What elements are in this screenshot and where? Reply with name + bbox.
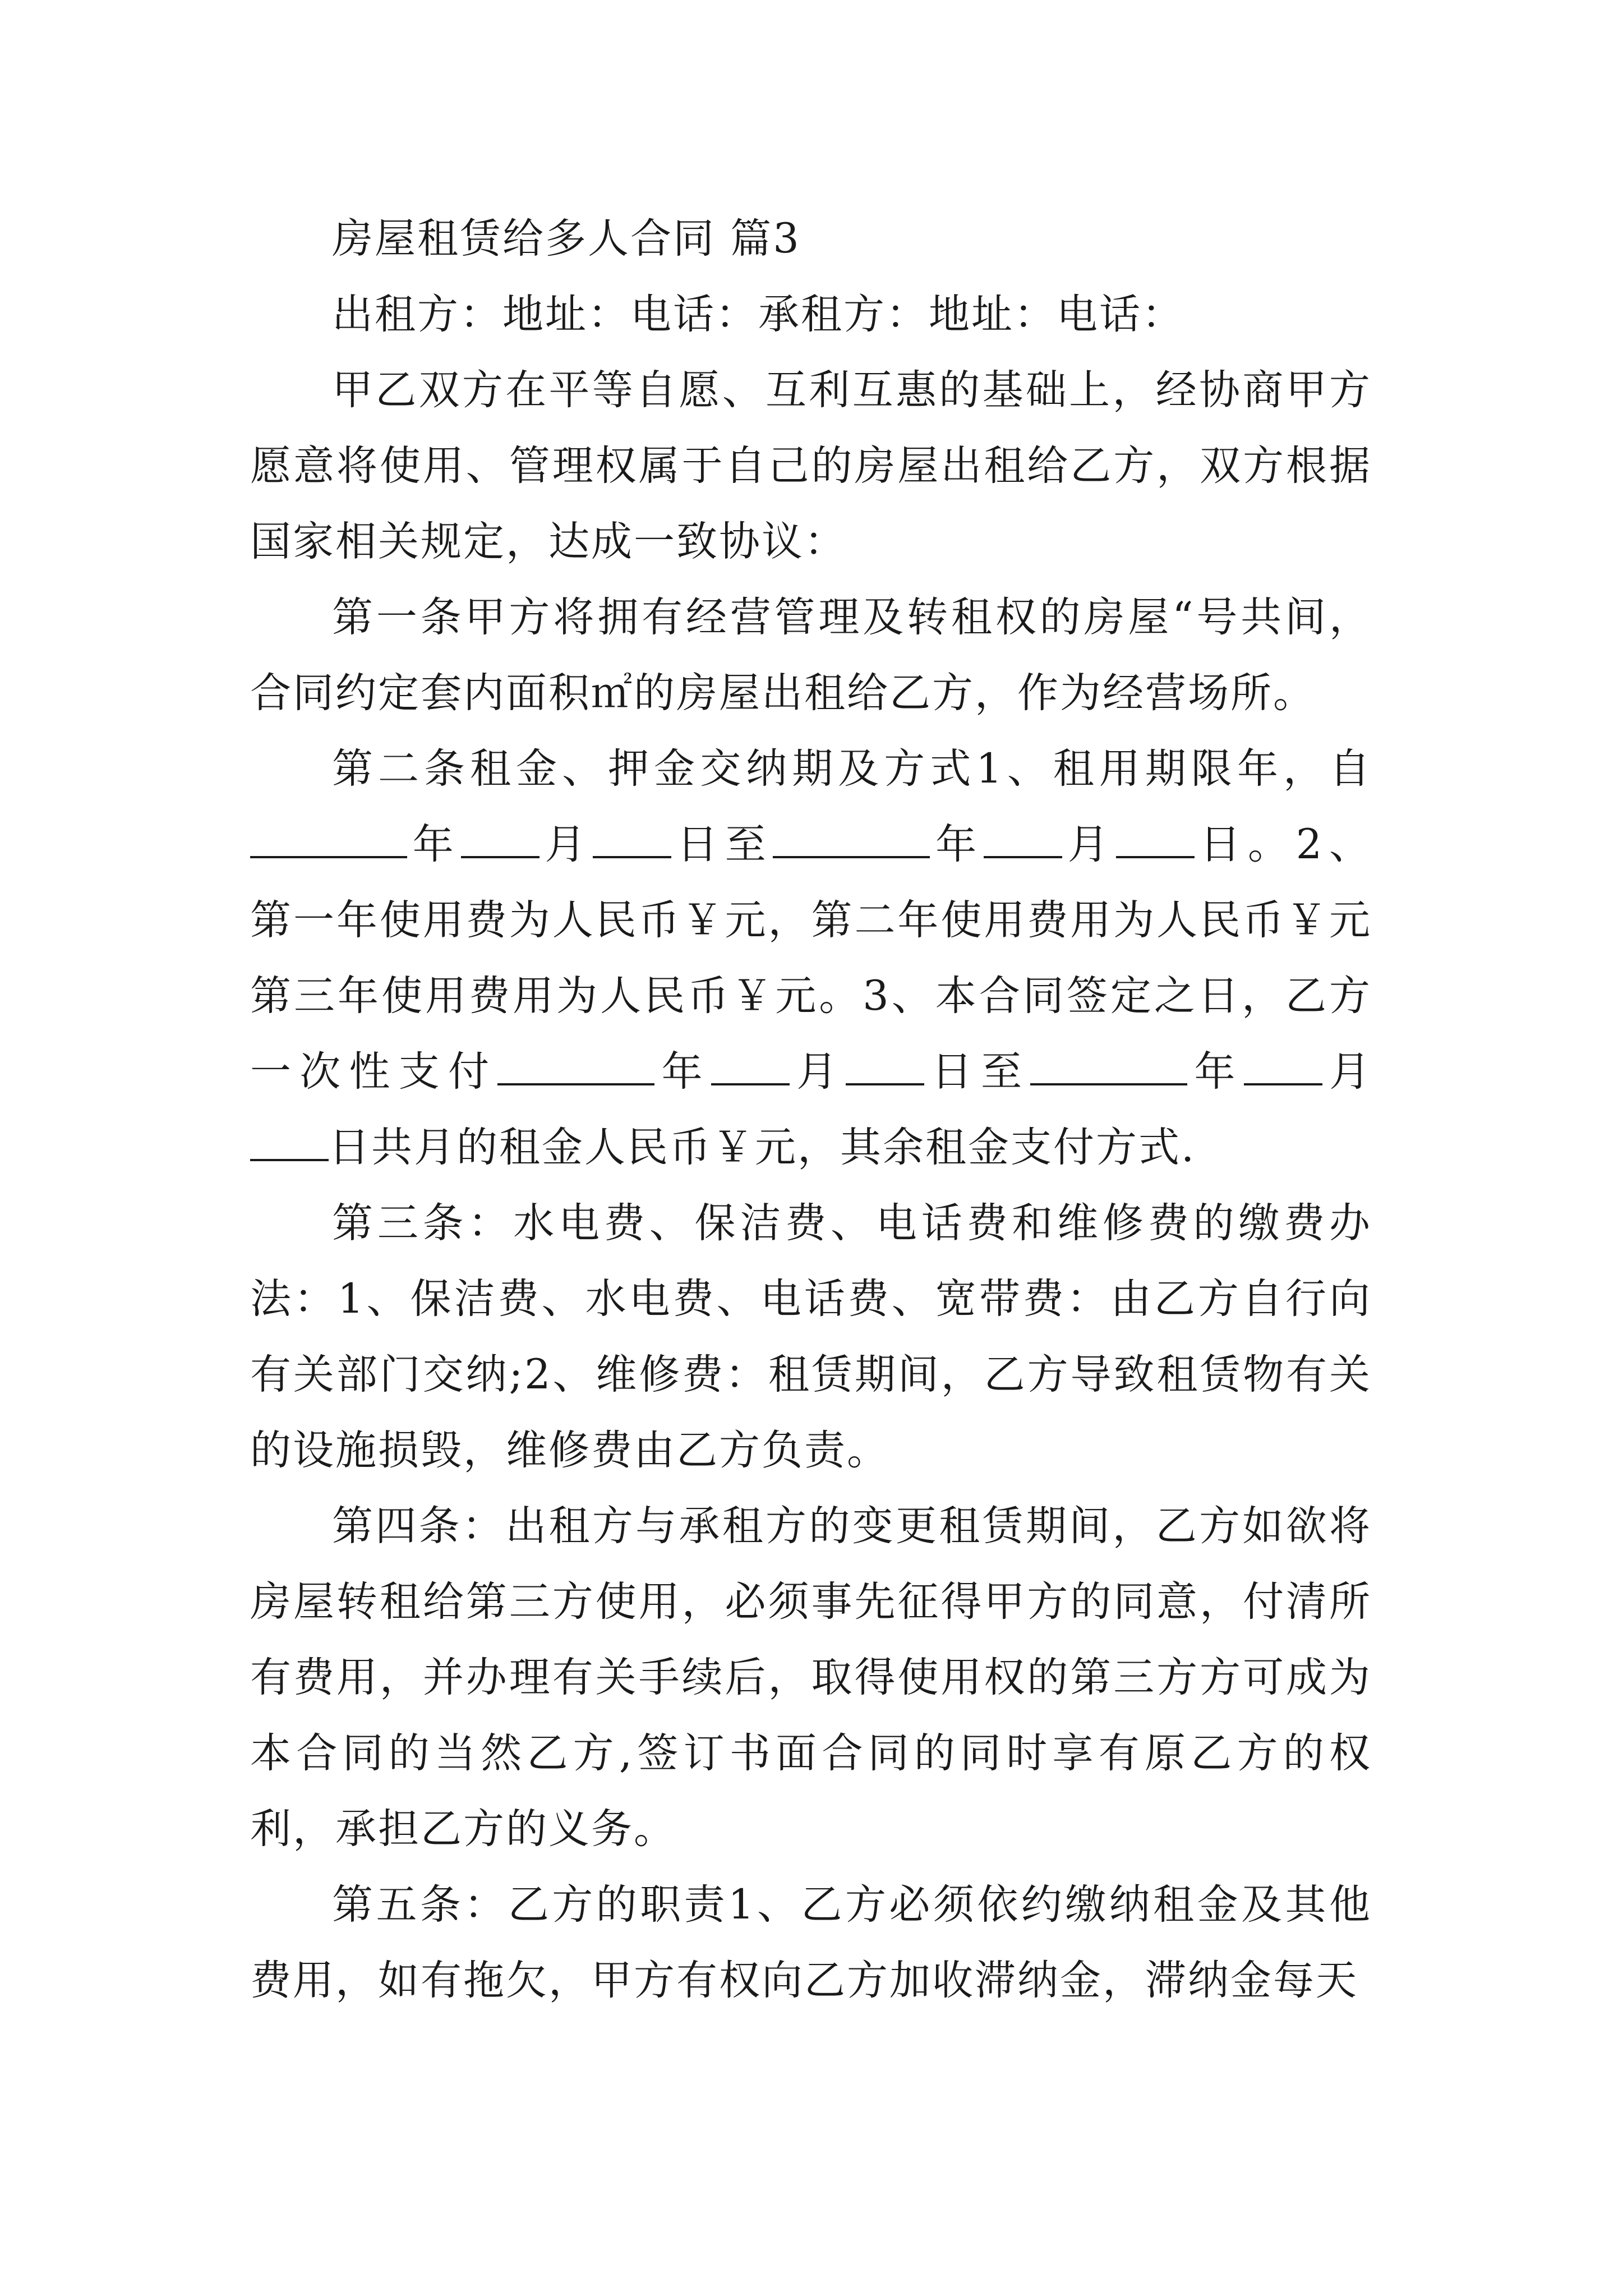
blank-field (593, 822, 671, 858)
date-unit-year: 年 (654, 1048, 711, 1096)
blank-field (250, 822, 407, 858)
article-2-line-5 (250, 1034, 1372, 1110)
blank-field (1116, 822, 1195, 858)
article-4-paragraph: 第四条：出租方与承租方的变更租赁期间，乙方如欲将房屋转租给第三方使用，必须事先征得甲方的同意，付清所有费用，并办理有关手续后，取得使用权的第三方方可成为本合同的当然乙方,签订书面合同的同时享有原乙方的权利，承担乙方的义务。 (250, 1502, 1372, 1853)
date-unit-month: 月 (789, 1048, 846, 1096)
article-2-line-1: 第二条租金、押金交纳期及方式1、租用期限年，自 (332, 745, 1372, 793)
date-unit-year: 年 (930, 821, 984, 868)
date-unit-day-end: 日。2、 (1194, 821, 1372, 868)
article-5-paragraph: 第五条：乙方的职责1、乙方必须依约缴纳租金及其他费用，如有拖欠，甲方有权向乙方加收滞纳金，滞纳金每天 (250, 1881, 1372, 2004)
date-unit-month: 月 (1322, 1048, 1372, 1096)
intro-paragraph: 甲乙双方在平等自愿、互利互惠的基础上，经协商甲方愿意将使用、管理权属于自己的房屋出租给乙方，双方根据国家相关规定，达成一致协议： (250, 366, 1372, 565)
date-unit-year: 年 (1187, 1048, 1244, 1096)
date-unit-day-to: 日至 (924, 1048, 1031, 1096)
blank-field (773, 822, 930, 858)
article-2-line-6 (250, 1110, 1372, 1185)
payment-prefix: 一次性支付 (250, 1048, 498, 1096)
payment-suffix: 日共月的租金人民币￥元，其余租金支付方式. (329, 1124, 1196, 1171)
article-2-line-4: 第三年使用费用为人民币￥元。3、本合同签定之日，乙方 (250, 972, 1372, 1020)
blank-field (461, 822, 540, 858)
article-2-paragraph (250, 731, 1372, 1185)
document-body (250, 201, 1372, 2018)
parties-line: 出租方：地址：电话：承租方：地址：电话： (332, 291, 1184, 338)
blank-field (846, 1050, 924, 1085)
blank-field (250, 1125, 329, 1161)
blank-field (984, 822, 1062, 858)
date-unit-month: 月 (539, 821, 593, 868)
article-1-paragraph: 第一条甲方将拥有经营管理及转租权的房屋“号共间，合同约定套内面积㎡的房屋出租给乙方，作为经营场所。 (250, 593, 1372, 717)
article-3-paragraph: 第三条：水电费、保洁费、电话费和维修费的缴费办法：1、保洁费、水电费、电话费、宽带费：由乙方自行向有关部门交纳;2、维修费：租赁期间，乙方导致租赁物有关的设施损毁，维修费由乙方负责。 (250, 1199, 1372, 1474)
article-2-line-2 (250, 807, 1372, 882)
date-unit-month: 月 (1062, 821, 1116, 868)
blank-field (1244, 1050, 1322, 1085)
blank-field (711, 1050, 790, 1085)
article-2-line-3: 第一年使用费为人民币￥元，第二年使用费用为人民币￥元 (250, 896, 1372, 944)
date-unit-day-to: 日至 (671, 821, 773, 868)
blank-field (497, 1050, 654, 1085)
date-unit-year: 年 (407, 821, 461, 868)
blank-field (1030, 1050, 1187, 1085)
document-title: 房屋租赁给多人合同 篇3 (332, 215, 801, 263)
